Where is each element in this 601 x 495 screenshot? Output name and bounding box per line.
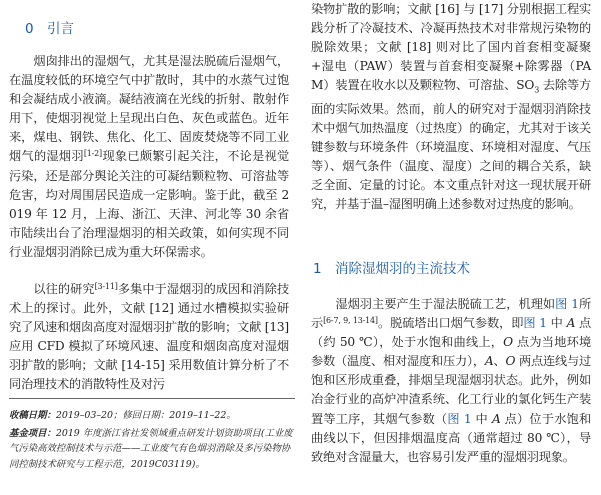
received-dates [9,408,295,424]
text-run: 所示 [311,297,591,331]
intro-paragraph-1 [9,52,289,262]
citation-ref: [1-2] [83,149,102,159]
section-number: 0 [25,21,34,37]
text-run: 、 [493,354,506,369]
text-run: 现象已颇繁引起关注，不论是视觉污染，还是部分舆论关注的可凝结颗粒物、可溶盐等危害，均对周围居民造成一定影响。鉴于此，截至 2019 年 12 月，上海、浙江、天津、河北等 30 余省市陆续出台了治理湿烟羽的相关政策，如何实现不同行业湿烟羽消除已成为重大环保需求。 [9,149,290,259]
text-run: 烟囱排出的湿烟气，尤其是湿法脱硫后湿烟气，在温度较低的环境空气中扩散时，其中的水蒸气过饱和会凝结成小液滴。凝结液滴在光线的折射、散射作用下，使烟羽视觉上呈现出白色、灰色或蓝色。近年来，煤电、钢铁、焦化、化工、固废焚烧等不同工业烟气的湿烟羽 [9,54,289,164]
point-label: A [491,411,501,426]
point-label: O [503,335,513,350]
footnote-text: 2019 年度浙江省社发领域重点研发计划资助项目(工业废气污染高效控制技术与示范——工业废气有色烟羽消除及多污染物协同控制技术研究与工程示范，2019C03119)。 [9,427,293,470]
point-label: A [566,316,576,331]
subscript: 3 [534,85,540,95]
text-run: 多集中于湿烟羽的成因和消除技术上的探讨。此外，文献 [12] 通过水槽模拟实验研究了风速和烟囱高度对湿烟羽扩散的影响；文献 [13] 应用 CFD 模拟了环境风速、温度和烟囱高度对湿烟羽扩散的影响；文献 [14-15] 采用数值计算分析了不同治理技术的消散特性及对污 [9,282,290,392]
intro-paragraph-2-continued [311,0,591,214]
footnote-label: 基金项目： [9,427,56,439]
text-run: 中 [546,316,567,331]
section-number: 1 [313,261,322,277]
text-run: 两点连线与过饱和区形成重叠，排烟呈现湿烟羽状态。此外，例如冶金行业的高炉冲渣系统、化工行业的氯化钙生产装置等工序，其烟气参数（ [311,354,591,426]
figure-link[interactable]: 图 1 [555,297,579,311]
text-run: 。脱硫塔出口烟气参数，即 [377,316,524,331]
text-run: 以往的研究 [33,282,95,296]
figure-link[interactable]: 图 1 [447,411,472,426]
text-run: 点（约 50 ℃），处于水饱和曲线上， [311,316,591,350]
text-run: 去除等方面的实际效果。然而，前人的研究对于湿烟羽消除技术中烟气加热温度（过热度）的确定，尤其对于该关键参数与环境条件（环境温度、环境相对湿度、气压等）、烟气条件（温度、湿度）之间的耦合关系，缺乏全面、定量的讨论。本文重点针对这一现状展开研究，并基于温–湿图明确上述参数对过热度的影响。 [311,78,591,212]
funding-note [9,426,295,473]
point-label: A [484,354,494,369]
text-run: 点）位于水饱和曲线以下，但因排烟温度高（通常超过 80 ℃），导致绝对含湿量大，也容易引发严重的湿烟羽现象。 [311,411,591,464]
text-run: 染物扩散的影响；文献 [16] 与 [17] 分别根据工程实践分析了冷凝技术、冷凝再热技术对非常规污染物的脱除效果；文献 [18] 则对比了国内首套相变凝聚+湿电（PAW）装置与首套相变凝聚+除雾器（PAM）装置在收水以及颗粒物、可溶盐、SO [311,2,591,93]
footnote-label: 收稿日期： [9,410,56,421]
section-title: 消除湿烟羽的主流技术 [335,261,470,277]
text-run: 点为当地环境参数（温度、相对湿度和压力）， [311,335,591,369]
section-heading-1 [313,259,470,279]
citation-ref: [3-11] [94,282,118,291]
section1-paragraph [311,295,591,467]
intro-paragraph-2 [9,280,289,395]
footnote-divider [9,398,295,399]
text-run: 中 [471,411,492,426]
section-title: 引言 [47,21,74,37]
footnote-block [9,408,295,472]
section-heading-intro [25,19,74,39]
figure-link[interactable]: 图 1 [523,316,547,331]
citation-ref: [6-7, 9, 13-14] [323,316,378,326]
point-label: O [505,354,516,369]
footnote-text: 2019–03–20；修回日期：2019–11–22。 [55,410,236,421]
text-run: 湿烟羽主要产生于湿法脱硫工艺，机理如 [335,297,556,311]
